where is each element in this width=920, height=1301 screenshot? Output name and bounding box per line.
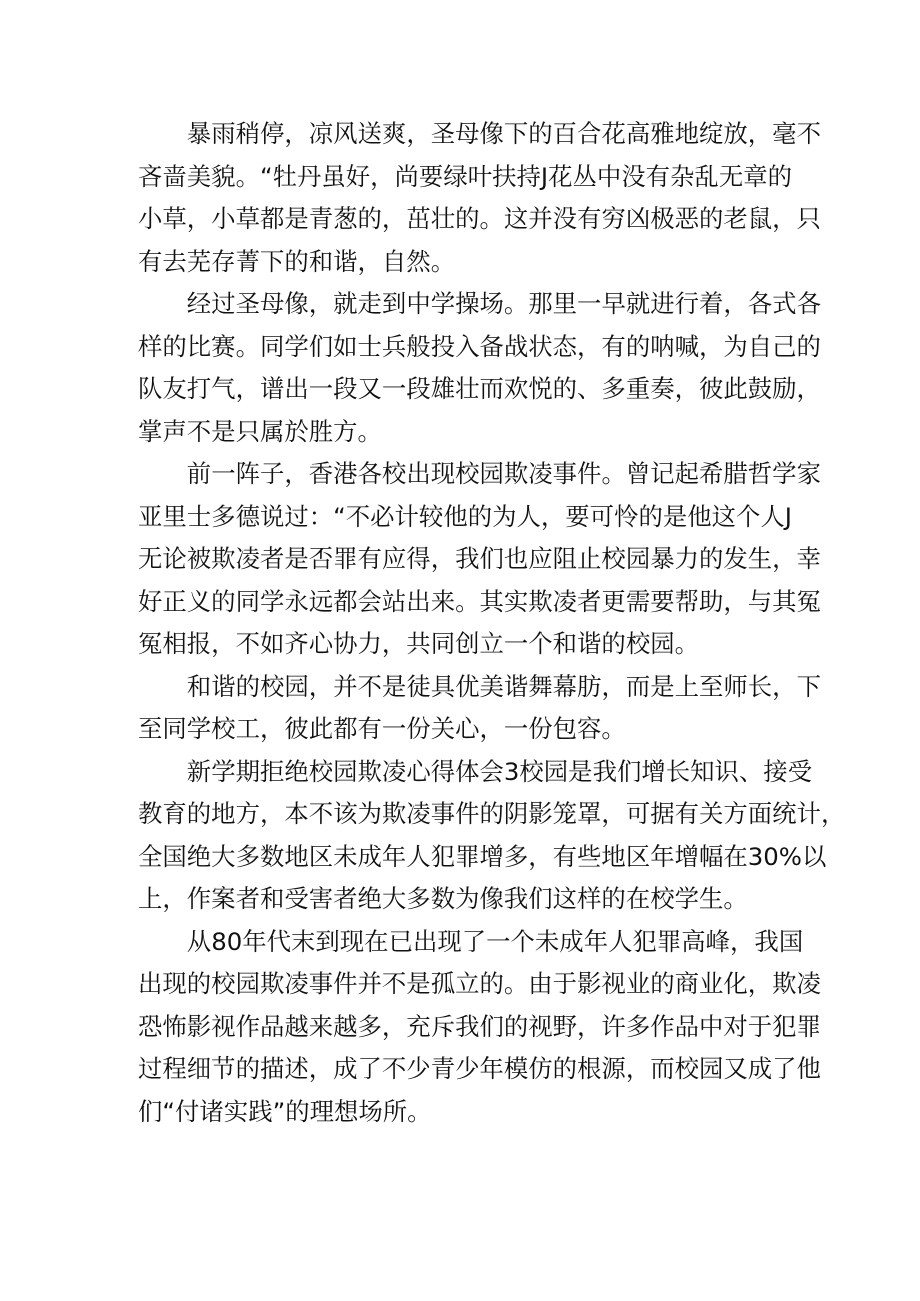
text-line: 小草，小草都是青葱的，茁壮的。这并没有穷凶极恶的老鼠，只 — [138, 204, 821, 233]
text-line: 出现的校园欺凌事件并不是孤立的。由于影视业的商业化，欺凌 — [138, 969, 821, 998]
text-line: 新学期拒绝校园欺凌心得体会3校园是我们增长知识、接受 — [186, 756, 813, 786]
text-line: 过程细节的描述，成了不少青少年模仿的根源，而校园又成了他 — [138, 1054, 821, 1083]
text-line: 们“付诸实践”的理想场所。 — [138, 1096, 432, 1126]
text-line: 全国绝大多数地区未成年人犯罪增多，有些地区年增幅在30%以 — [138, 841, 827, 871]
paragraph-4 — [138, 666, 821, 751]
paragraph-3 — [138, 453, 821, 666]
text-line: 暴雨稍停，凉风送爽，圣母像下的百合花高雅地绽放，毫不 — [186, 119, 821, 148]
paragraph-2 — [138, 283, 821, 453]
text-line: 吝啬美貌。“牡丹虽好，尚要绿叶扶持J花丛中没有杂乱无章的 — [138, 161, 792, 191]
paragraph-1 — [138, 113, 821, 283]
text-line: 掌声不是只属於胜方。 — [138, 416, 382, 446]
text-line: 至同学校工，彼此都有一份关心，一份包容。 — [138, 714, 626, 743]
text-line: 经过圣母像，就走到中学操场。那里一早就进行着，各式各 — [186, 289, 821, 318]
text-line: 队友打气，谱出一段又一段雄壮而欢悦的、多重奏，彼此鼓励， — [138, 374, 821, 403]
text-line: 无论被欺凌者是否罪有应得，我们也应阻止校园暴力的发生，幸 — [138, 544, 821, 573]
text-line: 从80年代末到现在已出现了一个未成年人犯罪高峰，我国 — [186, 926, 804, 956]
text-line: 教育的地方，本不该为欺凌事件的阴影笼罩，可据有关方面统计， — [138, 799, 846, 828]
text-line: 亚里士多德说过：“不必计较他的为人，要可怜的是他这个人J — [138, 501, 792, 531]
text-line: 上，作案者和受害者绝大多数为像我们这样的在校学生。 — [138, 884, 748, 913]
text-line: 冤相报，不如齐心协力，共同创立一个和谐的校园。 — [138, 629, 699, 658]
text-line: 和谐的校园，并不是徒具优美谐舞幕肪，而是上至师长，下 — [186, 671, 821, 701]
text-line: 有去芜存菁下的和谐，自然。 — [138, 246, 456, 276]
paragraph-6 — [138, 921, 821, 1134]
text-line: 前一阵子，香港各校出现校园欺凌事件。曾记起希腊哲学家 — [186, 459, 821, 488]
text-line: 好正义的同学永远都会站出来。其实欺凌者更需要帮助，与其冤 — [138, 586, 821, 616]
document-body — [138, 113, 846, 1133]
text-line: 样的比赛。同学们如士兵般投入备战状态，有的呐喊，为自己的 — [138, 331, 821, 361]
text-line: 恐怖影视作品越来越多，充斥我们的视野，许多作品中对于犯罪 — [138, 1011, 821, 1041]
paragraph-5 — [138, 751, 846, 921]
